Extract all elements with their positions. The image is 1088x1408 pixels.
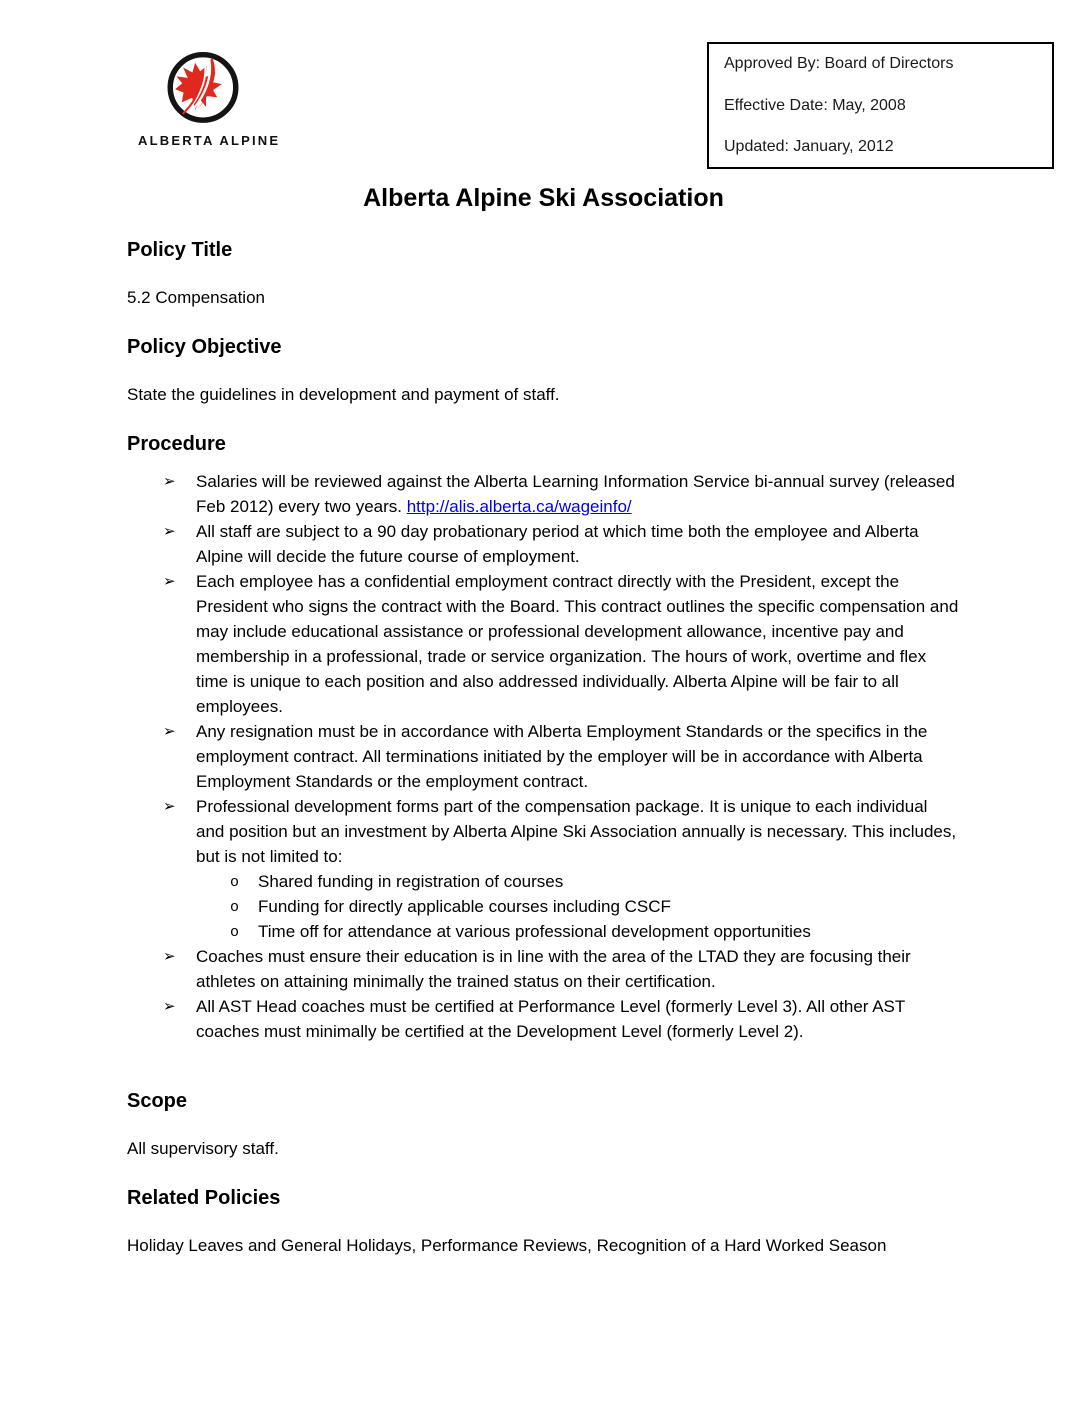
procedure-subitem-text: Funding for directly applicable courses including CSCF [258, 897, 671, 916]
document-title: Alberta Alpine Ski Association [363, 184, 724, 212]
circle-bullet-icon: o [230, 899, 240, 916]
scope-value: All supervisory staff. [127, 1139, 279, 1158]
related-policies-heading: Related Policies [127, 1187, 281, 1209]
procedure-list [127, 469, 960, 1044]
updated-line: Updated: January, 2012 [724, 138, 894, 155]
maple-leaf-ski-icon [164, 50, 242, 128]
procedure-item-text: Any resignation must be in accordance with Alberta Employment Standards or the specifics in the employment contract. All terminations initiated by the employer will be in accordance with Alberta Employment Standards or the employment contract. [196, 722, 928, 791]
procedure-item [127, 719, 960, 794]
policy-title-heading: Policy Title [127, 239, 233, 261]
procedure-item [127, 519, 960, 569]
policy-objective-heading: Policy Objective [127, 336, 282, 358]
arrow-bullet-icon: ➢ [163, 522, 176, 540]
arrow-bullet-icon: ➢ [163, 997, 176, 1015]
document-header [0, 0, 1088, 183]
document-content [0, 183, 1088, 1258]
procedure-item [127, 469, 960, 519]
procedure-item-text: All staff are subject to a 90 day probationary period at which time both the employee and Alberta Alpine will decide the future course of employment. [196, 522, 919, 566]
procedure-item [127, 794, 960, 944]
procedure-item-text: Salaries will be reviewed against the Alberta Learning Information Service bi-annual survey (released Feb 2012) every two years. [196, 472, 955, 516]
arrow-bullet-icon: ➢ [163, 472, 176, 490]
procedure-item [127, 569, 960, 719]
wageinfo-link[interactable]: http://alis.alberta.ca/wageinfo/ [406, 497, 632, 516]
procedure-item-text: Coaches must ensure their education is in line with the area of the LTAD they are focusing their athletes on attaining minimally the trained status on their certification. [196, 947, 911, 991]
arrow-bullet-icon: ➢ [163, 797, 176, 815]
logo-caption: ALBERTA ALPINE [138, 133, 281, 148]
alberta-alpine-logo [138, 50, 281, 148]
arrow-bullet-icon: ➢ [163, 572, 176, 590]
circle-bullet-icon: o [230, 924, 240, 941]
circle-bullet-icon: o [230, 874, 240, 891]
arrow-bullet-icon: ➢ [163, 947, 176, 965]
procedure-sublist [196, 869, 960, 944]
procedure-item [127, 994, 960, 1044]
procedure-subitem [196, 869, 960, 894]
policy-objective-value: State the guidelines in development and payment of staff. [127, 385, 560, 404]
approval-box [707, 42, 1054, 169]
procedure-item [127, 944, 960, 994]
scope-heading: Scope [127, 1090, 188, 1112]
approved-by-line: Approved By: Board of Directors [724, 55, 954, 72]
procedure-heading: Procedure [127, 433, 226, 455]
procedure-subitem [196, 894, 960, 919]
procedure-subitem-text: Time off for attendance at various professional development opportunities [258, 922, 811, 941]
arrow-bullet-icon: ➢ [163, 722, 176, 740]
effective-date-line: Effective Date: May, 2008 [724, 96, 906, 114]
procedure-subitem [196, 919, 960, 944]
procedure-item-text: Each employee has a confidential employment contract directly with the President, except the President who signs the contract with the Board. This contract outlines the specific compensation and may include educational assistance or professional development allowance, incentive pay and membership in a professional, trade or service organization. The hours of work, overtime and flex time is unique to each position and also addressed individually. Alberta Alpine will be fair to all employees. [196, 572, 959, 716]
procedure-subitem-text: Shared funding in registration of courses [258, 872, 564, 891]
procedure-item-text: All AST Head coaches must be certified at Performance Level (formerly Level 3). All other AST coaches must minimally be certified at the Development Level (formerly Level 2). [196, 997, 905, 1041]
policy-title-value: 5.2 Compensation [127, 288, 265, 307]
procedure-item-text: Professional development forms part of the compensation package. It is unique to each individual and position but an investment by Alberta Alpine Ski Association annually is necessary. This includes, but is not limited to: [196, 797, 957, 866]
related-policies-value: Holiday Leaves and General Holidays, Performance Reviews, Recognition of a Hard Worked Season [127, 1236, 887, 1255]
